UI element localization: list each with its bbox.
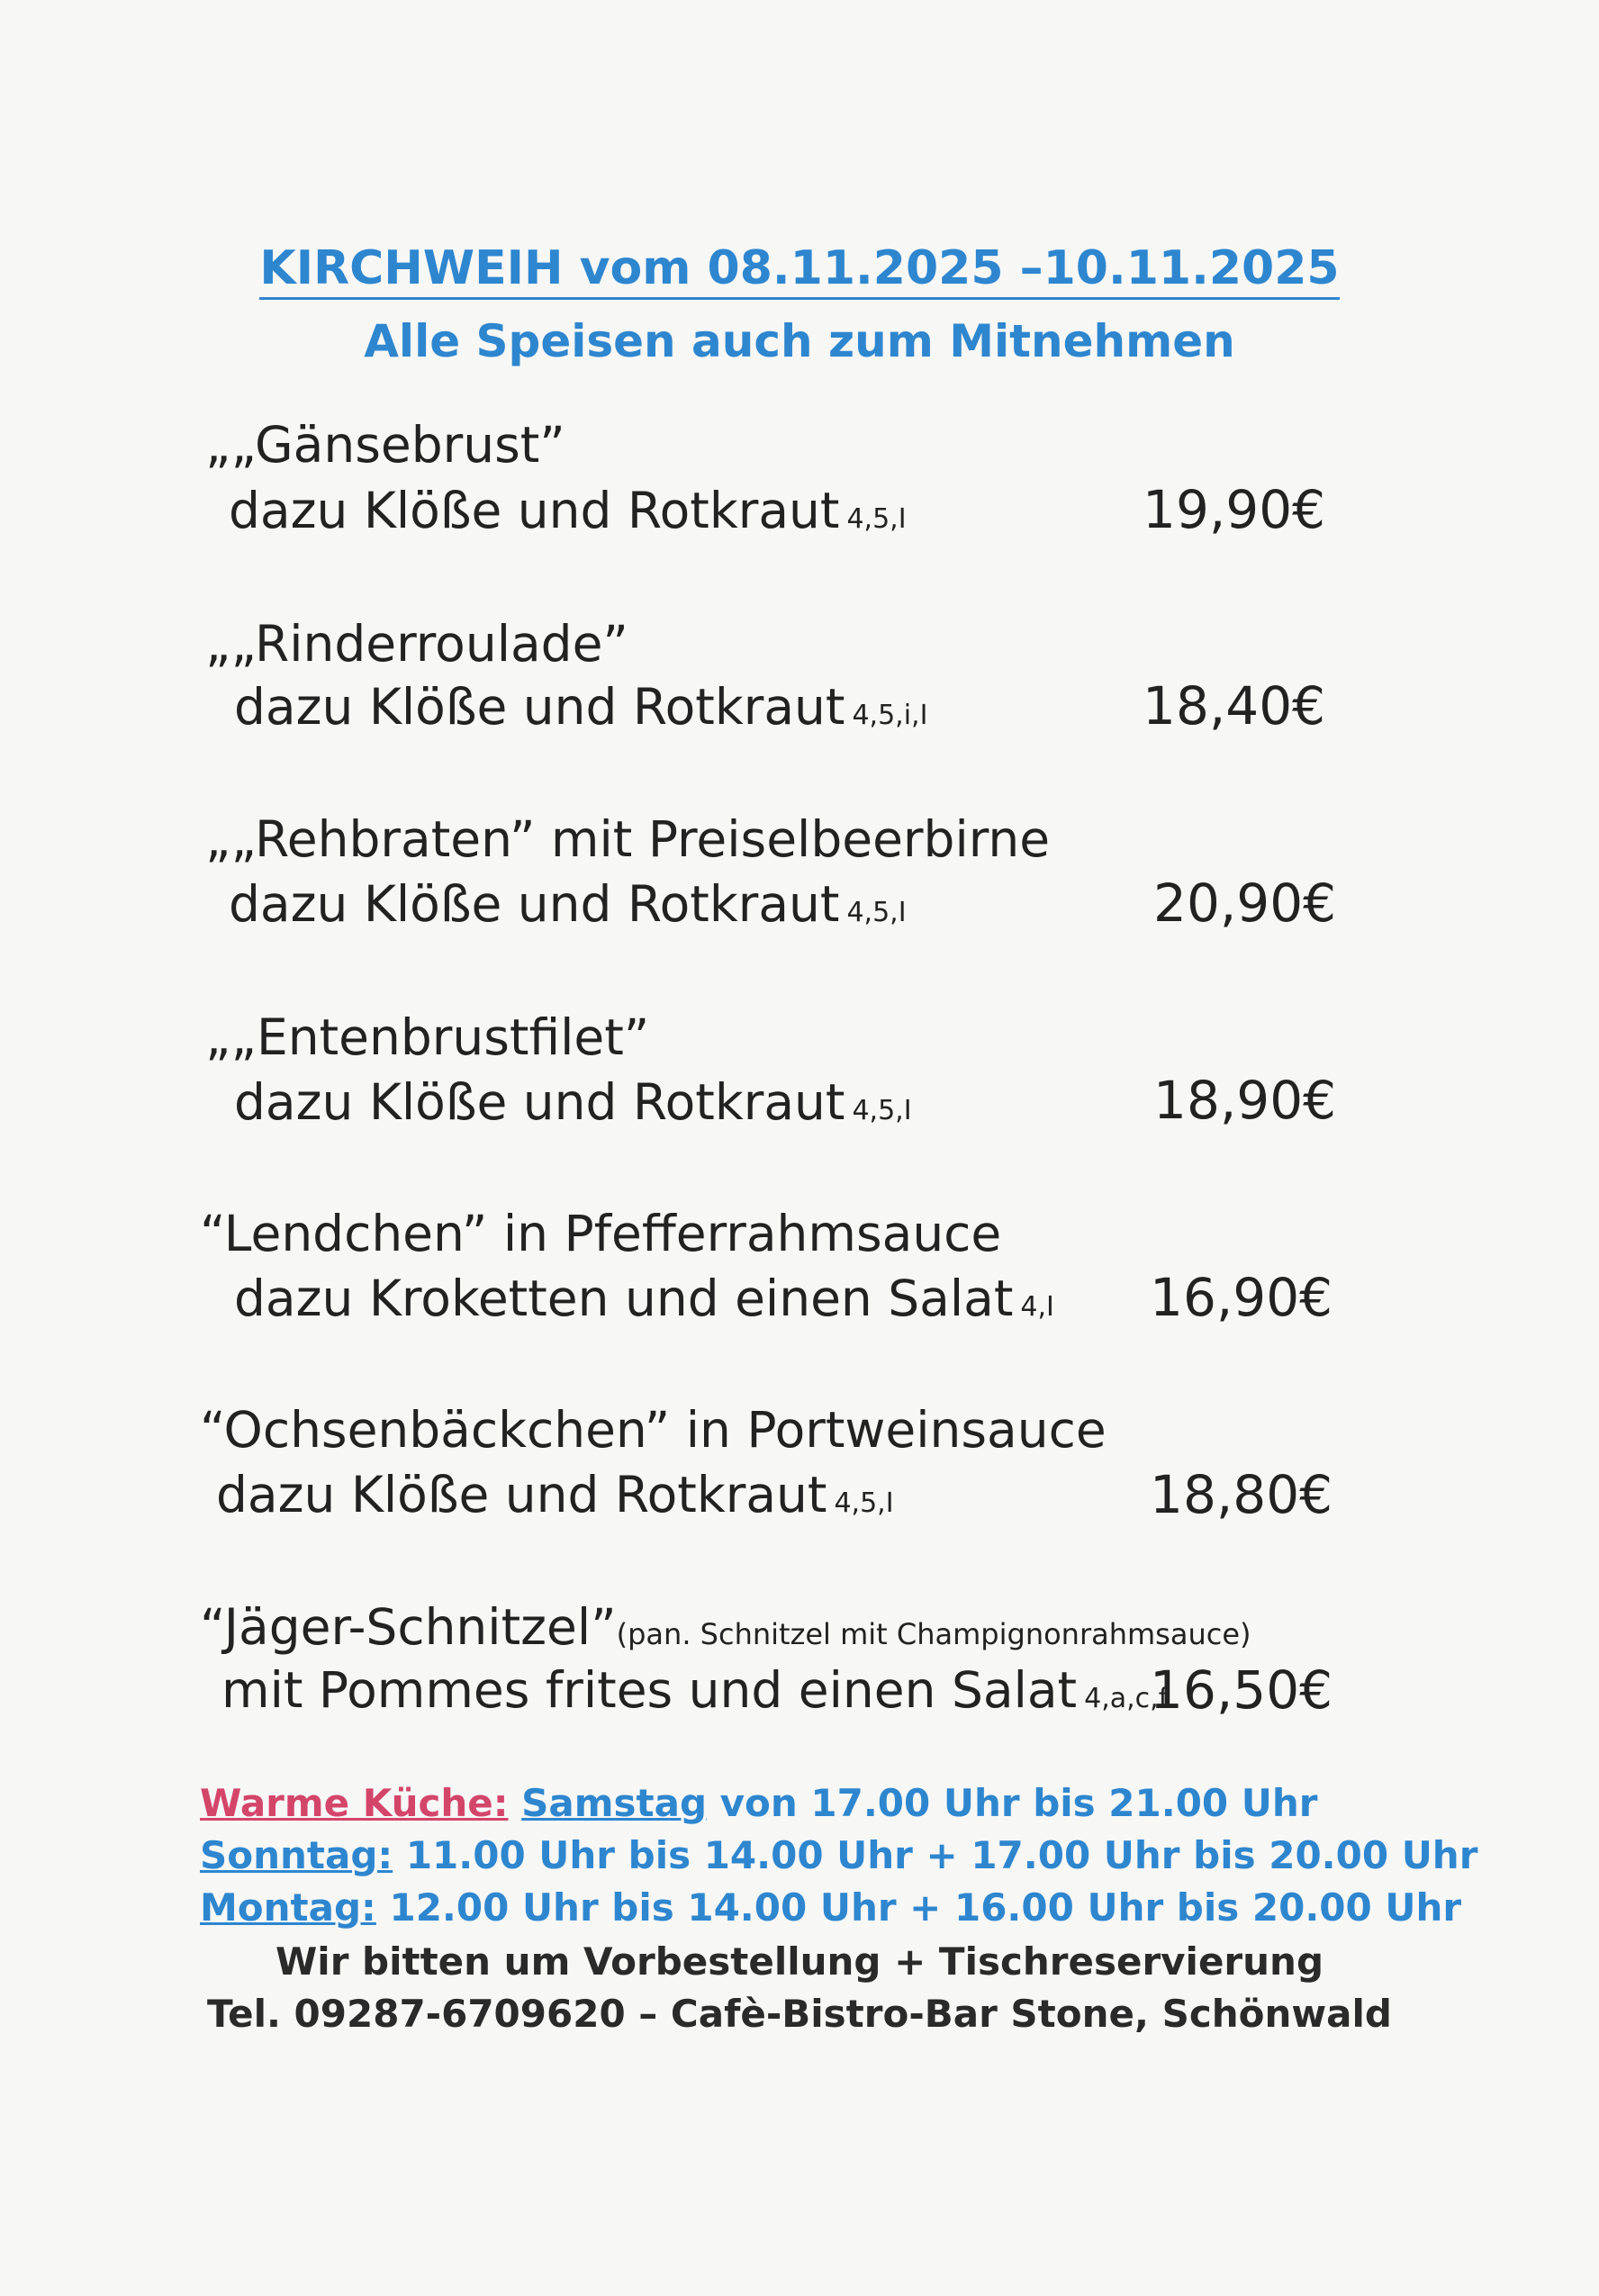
sunday-hours: 11.00 Uhr bis 14.00 Uhr + 17.00 Uhr bis 20.00 Uhr (405, 1833, 1478, 1877)
menu-item-name: „„Rehbraten” mit Preiselbeerbirne (205, 810, 1051, 868)
reservation-note: Wir bitten um Vorbestellung + Tischreservierung (275, 1939, 1324, 1984)
sunday-label: Sonntag: (200, 1833, 393, 1877)
page-title: KIRCHWEIH vom 08.11.2025 –10.11.2025 (0, 241, 1599, 295)
hours-sunday (200, 1833, 1477, 1877)
page-subtitle: Alle Speisen auch zum Mitnehmen (364, 315, 1235, 367)
menu-item-price: 16,90€ (1150, 1267, 1332, 1328)
menu-item-name: “Jäger-Schnitzel”(pan. Schnitzel mit Champignonrahmsauce) (200, 1598, 1251, 1656)
monday-hours: 12.00 Uhr bis 14.00 Uhr + 16.00 Uhr bis 20.00 Uhr (389, 1885, 1462, 1930)
menu-item-sides: dazu Klöße und Rotkraut 4,5,i,I (234, 678, 928, 736)
menu-item-sides: dazu Klöße und Rotkraut 4,5,I (234, 1073, 912, 1131)
menu-item-price: 19,90€ (1143, 479, 1325, 540)
menu-item-sides: mit Pommes frites und einen Salat 4,a,c,f (221, 1661, 1169, 1719)
allergen-codes: 4,5,I (834, 1487, 894, 1519)
menu-item-name: “Ochsenbäckchen” in Portweinsauce (200, 1401, 1107, 1459)
menu-item-name: „„Gänsebrust” (205, 416, 565, 474)
saturday-hours: von 17.00 Uhr bis 21.00 Uhr (719, 1781, 1318, 1825)
allergen-codes: 4,5,I (846, 503, 907, 535)
menu-item-sides: dazu Klöße und Rotkraut 4,5,I (229, 875, 907, 933)
allergen-codes: 4,5,I (852, 1095, 912, 1126)
saturday-label: Samstag (521, 1781, 708, 1825)
menu-item-sides: dazu Klöße und Rotkraut 4,5,I (216, 1466, 894, 1523)
menu-item-name: “Lendchen” in Pfefferrahmsauce (200, 1205, 1002, 1262)
allergen-codes: 4,a,c,f (1084, 1683, 1169, 1714)
menu-item-price: 16,50€ (1150, 1659, 1332, 1721)
monday-label: Montag: (200, 1885, 376, 1930)
menu-item-price: 18,40€ (1143, 675, 1325, 737)
warm-kitchen-label: Warme Küche: (200, 1781, 509, 1825)
menu-item-price: 20,90€ (1153, 872, 1336, 934)
contact-line: Tel. 09287-6709620 – Cafè-Bistro-Bar Stone, Schönwald (207, 1992, 1392, 2036)
allergen-codes: 4,5,i,I (852, 700, 928, 731)
menu-item-price: 18,90€ (1153, 1070, 1336, 1131)
menu-item-sides: dazu Klöße und Rotkraut 4,5,I (229, 482, 907, 539)
hours-saturday (200, 1781, 1317, 1825)
menu-item-name: „„Entenbrustfilet” (205, 1008, 650, 1066)
menu-item-sides: dazu Kroketten und einen Salat 4,I (234, 1270, 1054, 1327)
allergen-codes: 4,5,I (846, 897, 907, 928)
menu-item-note: (pan. Schnitzel mit Champignonrahmsauce) (616, 1617, 1251, 1651)
menu-item-name: „„Rinderroulade” (205, 615, 628, 673)
allergen-codes: 4,I (1020, 1291, 1054, 1323)
menu-item-price: 18,80€ (1150, 1464, 1332, 1525)
hours-monday (200, 1885, 1461, 1930)
